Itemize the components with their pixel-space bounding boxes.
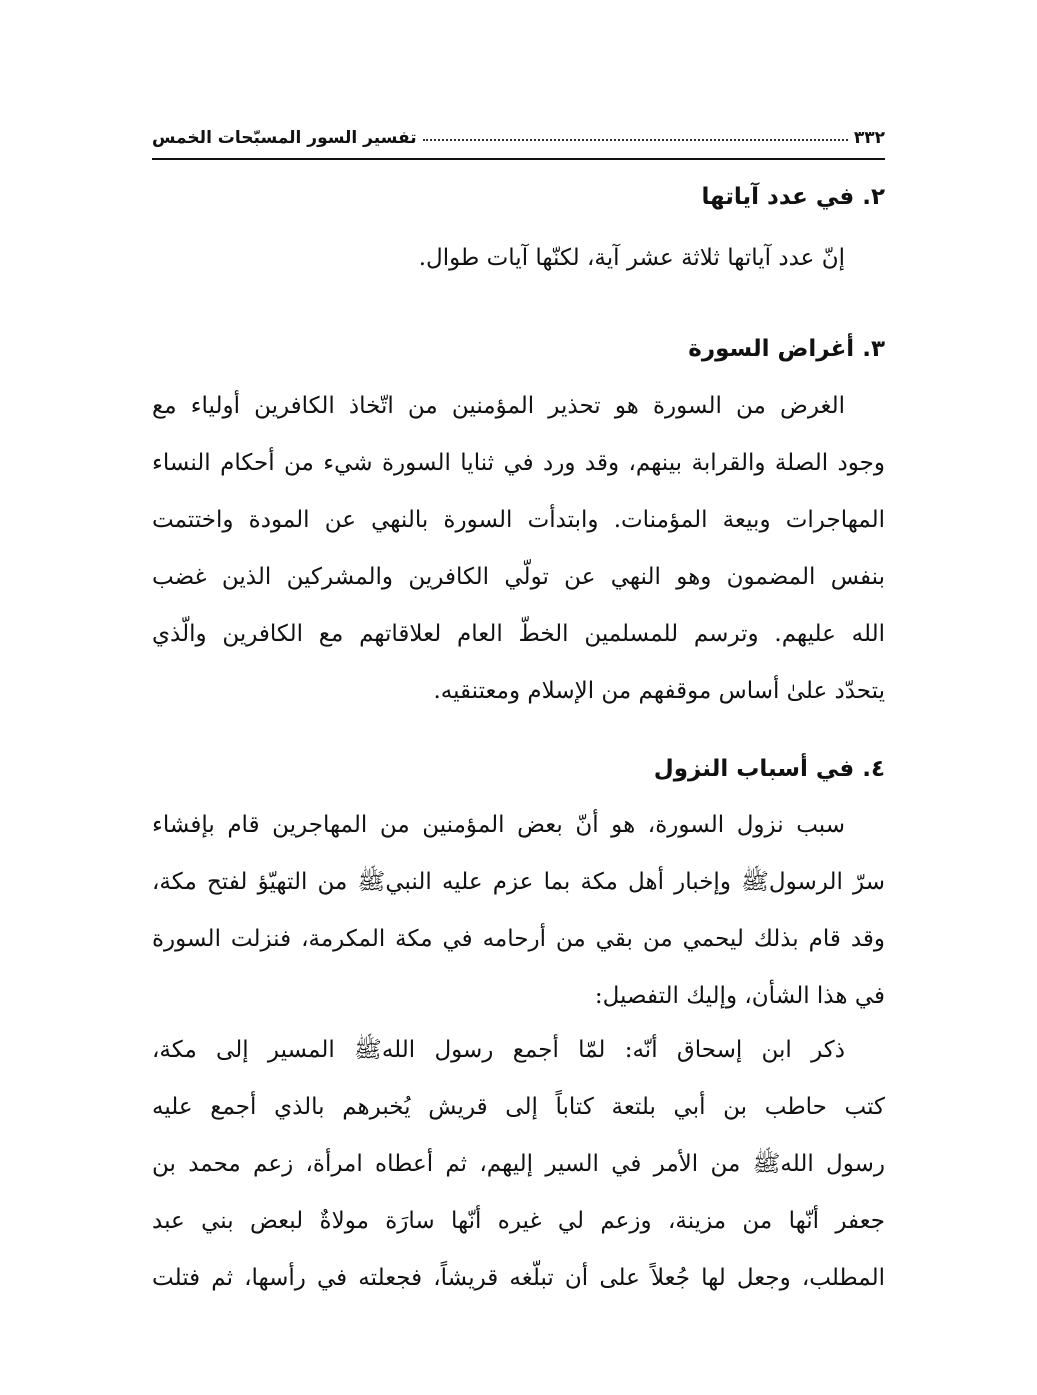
paragraph-revelation-cause <box>152 797 885 1025</box>
section-heading-revelation-causes: ٤. في أسباب النزول <box>653 756 885 782</box>
dotted-leader <box>423 139 848 141</box>
section-heading-verse-count: ٢. في عدد آياتها <box>701 184 885 210</box>
section-heading-purposes: ٣. أغراض السورة <box>688 336 885 362</box>
paragraph-ibn-ishaq <box>152 1022 885 1307</box>
text-line: المهاجرات وبيعة المؤمنات. وابتدأت السورة بالنهي عن المودة واختتمت <box>152 507 885 533</box>
text-line: سبب نزول السورة، هو أنّ بعض المؤمنين من المهاجرين قام بإفشاء <box>152 812 845 838</box>
text-line: وقد قام بذلك ليحمي من بقي من أرحامه في مكة المكرمة، فنزلت السورة <box>152 926 885 952</box>
text-line: سرّ الرسولﷺ وإخبار أهل مكة بما عزم عليه النبيﷺ من التهيّؤ لفتح مكة، <box>152 869 885 895</box>
book-page <box>152 0 885 1395</box>
text-line: الغرض من السورة هو تحذير المؤمنين من اتّخاذ الكافرين أولياء مع <box>152 393 845 419</box>
text-line: المطلب، وجعل لها جُعلاً على أن تبلّغه قريشاً، فجعلته في رأسها، ثم فتلت <box>152 1265 885 1291</box>
text-line: كتب حاطب بن أبي بلتعة كتاباً إلى قريش يُخبرهم بالذي أجمع عليه <box>152 1094 885 1120</box>
paragraph-verse-count <box>152 230 885 287</box>
text-line: جعفر أنّها من مزينة، وزعم لي غيره أنّها سارَة مولاةٌ لبعض بني عبد <box>152 1208 885 1234</box>
text-line: بنفس المضمون وهو النهي عن تولّي الكافرين والمشركين الذين غضب <box>152 564 885 590</box>
book-title: تفسير السور المسبّحات الخمس <box>152 128 417 148</box>
text-line: وجود الصلة والقرابة بينهم، وقد ورد في ثنايا السورة شيء من أحكام النساء <box>152 450 885 476</box>
header-rule <box>152 158 885 160</box>
running-head <box>152 118 885 148</box>
text-line: رسول اللهﷺ من الأمر في السير إليهم، ثم أعطاه امرأة، زعم محمد بن <box>152 1151 885 1177</box>
page-number: ٣٣٢ <box>853 128 885 148</box>
text-line: يتحدّد علىٰ أساس موقفهم من الإسلام ومعتنقيه. <box>433 678 885 704</box>
text-line: إنّ عدد آياتها ثلاثة عشر آية، لكنّها آيات طوال. <box>418 245 845 271</box>
text-line: في هذا الشأن، وإليك التفصيل: <box>594 983 885 1009</box>
paragraph-purposes <box>152 378 885 720</box>
text-line: ذكر ابن إسحاق أنّه: لمّا أجمع رسول اللهﷺ المسير إلى مكة، <box>152 1037 845 1063</box>
text-line: الله عليهم. وترسم للمسلمين الخطّ العام لعلاقاتهم مع الكافرين والّذي <box>152 621 885 647</box>
